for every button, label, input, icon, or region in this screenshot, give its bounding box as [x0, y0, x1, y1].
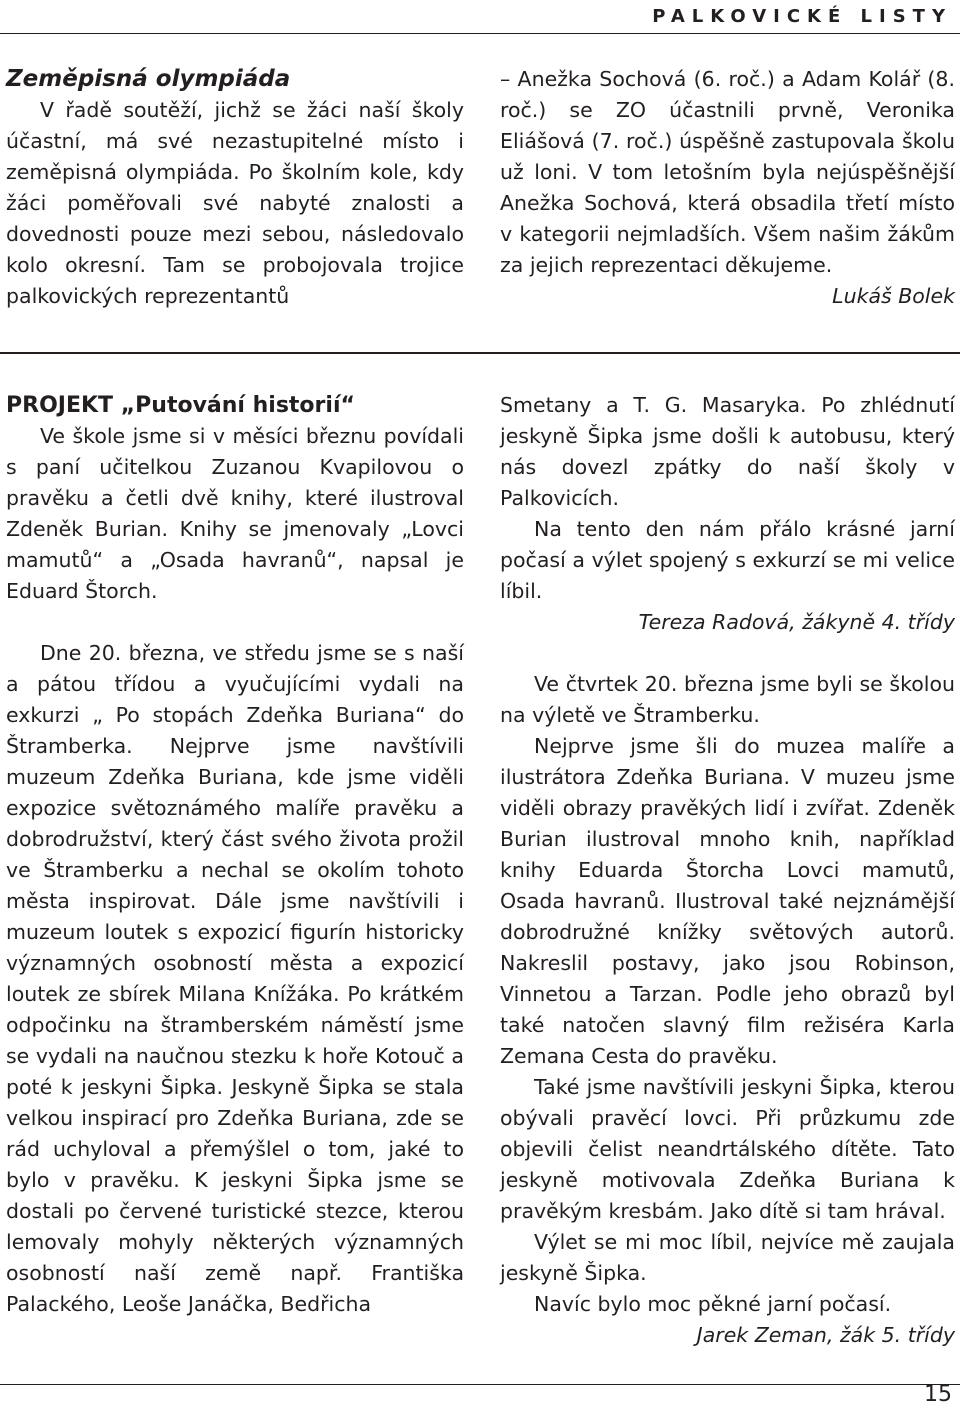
newsletter-title: PALKOVICKÉ LISTY	[652, 6, 952, 27]
article-project-paragraph-5: Ve čtvrtek 20. března jsme byli se školou na výletě ve Štramberku.	[500, 672, 955, 727]
header-rule	[0, 33, 960, 34]
article-project-paragraph-6: Nejprve jsme šli do muzea malíře a ilustrátora Zdeňka Buriana. V muzeu jsme viděli obrazy pravěkých lidí i zvířat. Zdeněk Burian ilustroval mnoho knih, například knihy Eduarda Štorcha Lovci mamutů, Osada havranů. Ilustroval také nejznámější dobrodružné knížky světových autorů. Nakreslil postavy, jako jsou Robinson, Vinnetou a Tarzan. Podle jeho obrazů byl také natočen slavný film režiséra Karla Zemana Cesta do pravěku.	[500, 734, 955, 1068]
article-olympiad-right-column	[500, 64, 955, 312]
article-project-paragraph-1: Ve škole jsme si v měsíci březnu povídali s paní učitelkou Zuzanou Kvapilovou o pravěku a četli dvě knihy, které ilustroval Zdeněk Burian. Knihy se jmenovaly „Lovci mamutů“ a „Osada havranů“, napsal je Eduard Štorch.	[6, 424, 464, 603]
article-project-author-1: Tereza Radová, žákyně 4. třídy	[638, 610, 955, 634]
article-project-author-2: Jarek Zeman, žák 5. třídy	[696, 1323, 955, 1347]
article-olympiad-heading: Zeměpisná olympiáda	[6, 66, 291, 92]
article-olympiad-author: Lukáš Bolek	[832, 284, 955, 308]
article-olympiad-left-column	[6, 64, 464, 312]
footer-rule	[0, 1384, 960, 1385]
article-olympiad-text-end: – Anežka Sochová (6. roč.) a Adam Kolář (8. roč.) se ZO účastnili prvně, Veronika Eliášová (7. roč.) úspěšně zastupovala školu už loni. V tom letošním byla nejúspěšnější Anežka Sochová, která obsadila třetí místo v kategorii nejmladších. Všem našim žákům za jejich reprezentaci děkujeme.	[500, 67, 955, 277]
article-project-paragraph-3: Smetany a T. G. Masaryka. Po zhlédnutí jeskyně Šipka jsme došli k autobusu, který nás dovezl zpátky do naší školy v Palkovicích.	[500, 393, 955, 510]
article-olympiad-text-start: V řadě soutěží, jichž se žáci naší školy účastní, má své nezastupitelné místo i zeměpisná olympiáda. Po školním kole, kdy žáci poměřovali své nabyté znalosti a dovednosti pouze mezi sebou, následovalo kolo okresní. Tam se probojovala trojice palkovických reprezentantů	[6, 98, 464, 308]
article-project-paragraph-8: Výlet se mi moc líbil, nejvíce mě zaujala jeskyně Šipka.	[500, 1230, 955, 1285]
article-project-right-column	[500, 390, 955, 1351]
article-project-paragraph-7: Také jsme navštívili jeskyni Šipka, kterou obývali pravěcí lovci. Při průzkumu zde objevili čelist neandrtálského dítěte. Tato jeskyně motivovala Zdeňka Buriana k pravěkým kresbám. Jako dítě si tam hrával.	[500, 1075, 955, 1223]
article-project-paragraph-2: Dne 20. března, ve středu jsme se s naší a pátou třídou a vyučujícími vydali na exkurzi „ Po stopách Zdeňka Buriana“ do Štramberka. Nejprve jsme navštívili muzeum Zdeňka Buriana, kde jsme viděli expozice světoznámého malíře pravěku a dobrodružství, který část svého života prožil ve Štramberku a nechal se okolím tohoto města inspirovat. Dále jsme navštívili i muzeum loutek s expozicí figurín historicky významných osobností města a expozicí loutek ze sbírek Milana Knížáka. Po krátkém odpočinku na štramberském náměstí jsme se vydali na naučnou stezku k hoře Kotouč a poté k jeskyni Šipka. Jeskyně Šipka se stala velkou inspirací pro Zdeňka Buriana, zde se rád uchyloval a přemýšlel o tom, jaké to bylo v pravěku. K jeskyni Šipka jsme se dostali po červené turistické stezce, kterou lemovaly mohyly některých významných osobností naší země např. Františka Palackého, Leoše Janáčka, Bedřicha	[6, 641, 464, 1316]
section-divider	[0, 352, 960, 354]
article-project-left-column	[6, 390, 464, 1320]
article-project-paragraph-4: Na tento den nám přálo krásné jarní počasí a výlet spojený s exkurzí se mi velice líbil.	[500, 517, 955, 603]
page-number: 15	[924, 1382, 952, 1407]
article-project-heading: PROJEKT „Putování historií“	[6, 393, 355, 418]
article-project-paragraph-9: Navíc bylo moc pěkné jarní počasí.	[534, 1292, 892, 1316]
